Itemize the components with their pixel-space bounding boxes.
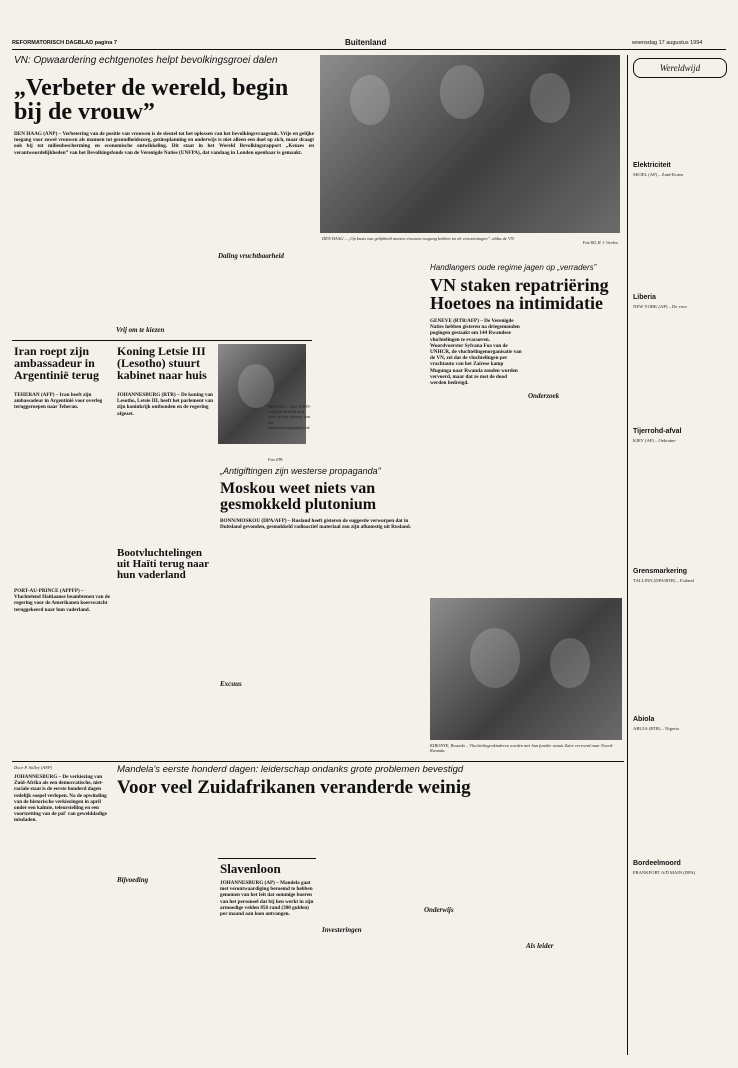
rwanda-photo-caption: KIBONYE, Rwanda – Vluchtelingenkinderen worden met hun familie vanuit Zaïre vervoerd naar Noord-Rwanda.: [430, 743, 614, 754]
sa-body-4: [218, 804, 314, 854]
main-body-col-4: [218, 216, 314, 250]
ww-text-grensmarkering: TALLINN (DPA/RTR) – Estland: [633, 578, 694, 583]
iran-body: [14, 418, 110, 582]
rwanda-lead: GENÈVE (RTR/AFP) – De Verenigde Naties hebben gisteren na driegemonden pogingen gestaakt om 144 Rwandese vluchtelingen te evacueren. Woordvoerster Sylvana Foa van de UNHCR, de vluchtelingenorganisatie van de VN, zei dat de vluchtelingen per vrachtauto van het Zaïrese kamp Mugunga naar Rwanda zouden worden vervoerd, maar dat ze met de dood werden bedreigd.: [430, 318, 522, 387]
page-header-date: woensdag 17 augustus 1994: [632, 40, 703, 46]
sa-body-9: [526, 804, 622, 940]
sa-body-6: [322, 936, 418, 1052]
bottom-top-rule: [12, 761, 624, 762]
london-col-1: [320, 250, 416, 336]
sa-subhead-2: Investeringen: [322, 926, 362, 934]
main-body-col-5: [218, 262, 314, 336]
sa-headline: Voor veel Zuidafrikanen veranderde weinig: [117, 777, 471, 798]
sa-body-1: [14, 876, 110, 1052]
haiti-dateline: PORT-AU-PRINCE (APPFP) – Vluchtelend Haitiaanse beambtenen van de regering voor de Amerikanen koerswatcht teruggekeerd naar hun vaderland.: [14, 588, 110, 613]
section-title: Buitenland: [345, 38, 387, 47]
main-photo-caption: DEN HAAG – „Op basis van gelijkheid moeten vrouwen toegang hebben tot de voorzieningen”, aldus de VN.: [322, 236, 515, 241]
sa-lead: JOHANNESBURG – De verkiezing van Zuid-Afrika als een democratische, niet-raciale staat is de eerste honderd dagen redelijk soepel verlopen. Na de opwinding van de historische verkiezingen in april onder een kalmte, teleurstelling en een voortzetting van de pal' van gewelddadige misdaden.: [14, 774, 107, 824]
header-rule: [12, 49, 726, 50]
slavenloon-body: [220, 946, 314, 1050]
ww-head-tijerrohd: Tijerrohd-afval: [633, 428, 682, 435]
iran-lead: TEHERAN (AFP) – Iran heeft zijn ambassadeur in Argentinië voor overleg teruggeroepen naar Teheran.: [14, 392, 103, 411]
sa-body-8: [424, 916, 520, 1052]
ww-head-liberia: Liberia: [633, 294, 656, 301]
moskou-subhead: Excuus: [220, 680, 242, 688]
column-divider: [627, 55, 628, 1055]
rwanda-body-2: [528, 318, 622, 390]
sa-body-2: [117, 804, 213, 874]
main-lead: DEN HAAG (ANP) – Verbetering van de positie van vrouwen is de sleutel tot het oplossen van het bevolkingsvraagstuk. Vrije en gelijke toegang voor zowel vrouwen als mannen tot gezondheidszorg, gezinsplanning en onderwijs is niet alleen een doel op zich, maar draagt ook bij tot milieubescherming en economische ontwikkeling. Dit staat in het Wereld Bevolkingsrapport „Keuzes en verantwoordelijkheden” van het Bevolkingsfonds van de Verenigde Naties (UNFPA), dat vandaag in Londen openbaar is gemaakt.: [14, 131, 314, 156]
ww-head-grensmarkering: Grensmarkering: [633, 568, 688, 575]
moskou-body-2: [220, 690, 318, 758]
brussel-credit: Foto EPA: [268, 458, 283, 462]
haiti-body-2: [117, 596, 213, 758]
main-kicker: VN: Opwaardering echtgenotes helpt bevolkingsgroei dalen: [14, 55, 278, 66]
sa-body-3: [117, 886, 213, 1052]
haiti-headline: Bootvluchtelingen uit Haïti terug naar hun vaderland: [117, 547, 209, 582]
slavenloon-headline: Slavenloon: [220, 861, 281, 876]
rwanda-body-1: [430, 470, 524, 596]
main-headline: „Verbeter de wereld, begin bij de vrouw”: [14, 75, 289, 126]
main-photo: [320, 55, 620, 233]
main-photo-credit: Foto RD, H. J. Vreeken: [582, 241, 618, 245]
ww-head-bordeelmoord: Bordeelmoord: [633, 860, 681, 867]
page-header-left: REFORMATORISCH DAGBLAD pagina 7: [12, 40, 117, 46]
sa-subhead-1: Bijvoeding: [117, 876, 149, 884]
moskou-body-3: [322, 548, 420, 758]
moskou-headline: Moskou weet niets van gesmokkeld plutonium: [220, 480, 377, 514]
main-subhead-2: Daling vruchtbaarheid: [218, 252, 284, 260]
main-body-col-3: [218, 132, 314, 210]
main-body-col-2: [116, 216, 212, 326]
sa-body-7: [424, 804, 520, 904]
haiti-body-1: [14, 628, 110, 758]
ww-text-liberia: NEW YORK (AP) – De voor: [633, 304, 687, 309]
main-subhead-1: Vrij om te kiezen: [116, 326, 165, 334]
rwanda-photo: [430, 598, 622, 740]
rwanda-headline: VN staken repatriëring Hoetoes na intimidatie: [430, 275, 609, 314]
main-body-col-1: [14, 216, 110, 336]
brussel-caption: BRUSSEL – Een NAVO-employé bereidt zich voor op het tekenen van het samenwerkingsakkoord.: [268, 404, 311, 430]
sa-kicker: Mandela's eerste honderd dagen: leiderschap ondanks grote problemen bevestigd: [117, 764, 464, 775]
lesotho-headline: Koning Letsie III (Lesotho) stuurt kabinet naar huis: [117, 344, 207, 383]
ww-head-elektriciteit: Elektriciteit: [633, 162, 671, 169]
ww-head-abiola: Abiola: [633, 716, 655, 723]
moskou-body-1: [220, 548, 318, 678]
iran-headline: Iran roept zijn ambassadeur in Argentinië terug: [14, 344, 99, 383]
ww-text-bordeelmoord: FRANKFORT A/D MAIN (DPA): [633, 870, 696, 875]
sa-body-5: [322, 804, 418, 924]
sa-byline: Door P. Stilley (ANP): [14, 765, 52, 770]
moskou-kicker: „Antigiftingen zijn westerse propaganda”: [220, 466, 381, 476]
moskou-lead: BONN/MOSKOU (DPA/AFP) – Rusland heeft gisteren de suggestie verworpen dat in Duitsland gevonden, gesmokkeld radioactief materiaal zou zijn afkomstig uit Rusland.: [220, 518, 411, 531]
wereldwijd-title: Wereldwijd: [633, 58, 727, 78]
ww-text-elektriciteit: SEOEL (AP) – Zuid-Korea: [633, 172, 684, 177]
lesotho-body: [117, 422, 213, 546]
ww-text-tijerrohd: KIEV (AP) – Oekraïne: [633, 438, 676, 443]
iran-top-rule: [12, 340, 312, 341]
lesotho-lead: JOHANNESBURG (RTR) – De koning van Lesotho, Letsie III, heeft het parlement van zijn koninkrijk ontbonden en de regering afgezet.: [117, 392, 213, 417]
ww-text-abiola: ABUJA (RTR) – Nigeria: [633, 726, 679, 731]
rwanda-subhead: Onderzoek: [528, 392, 560, 400]
slavenloon-lead: JOHANNESBURG (AP) – Mandela gaat met verontwaardiging beroemd te hebben genomen van het feit dat sommige boeren van het personeel dat bij hen werkt in zijn armoedige velden 850 rand (300 gulden) per maand aan loon ontvangen.: [220, 880, 314, 918]
sa-subhead-3: Onderwijs: [424, 906, 454, 914]
rwanda-body-3: [528, 402, 622, 596]
rwanda-kicker: Handlangers oude regime jagen op „verraders”: [430, 263, 597, 272]
sa-subhead-4: Als leider: [526, 942, 554, 950]
sa-body-10: [526, 952, 622, 1052]
